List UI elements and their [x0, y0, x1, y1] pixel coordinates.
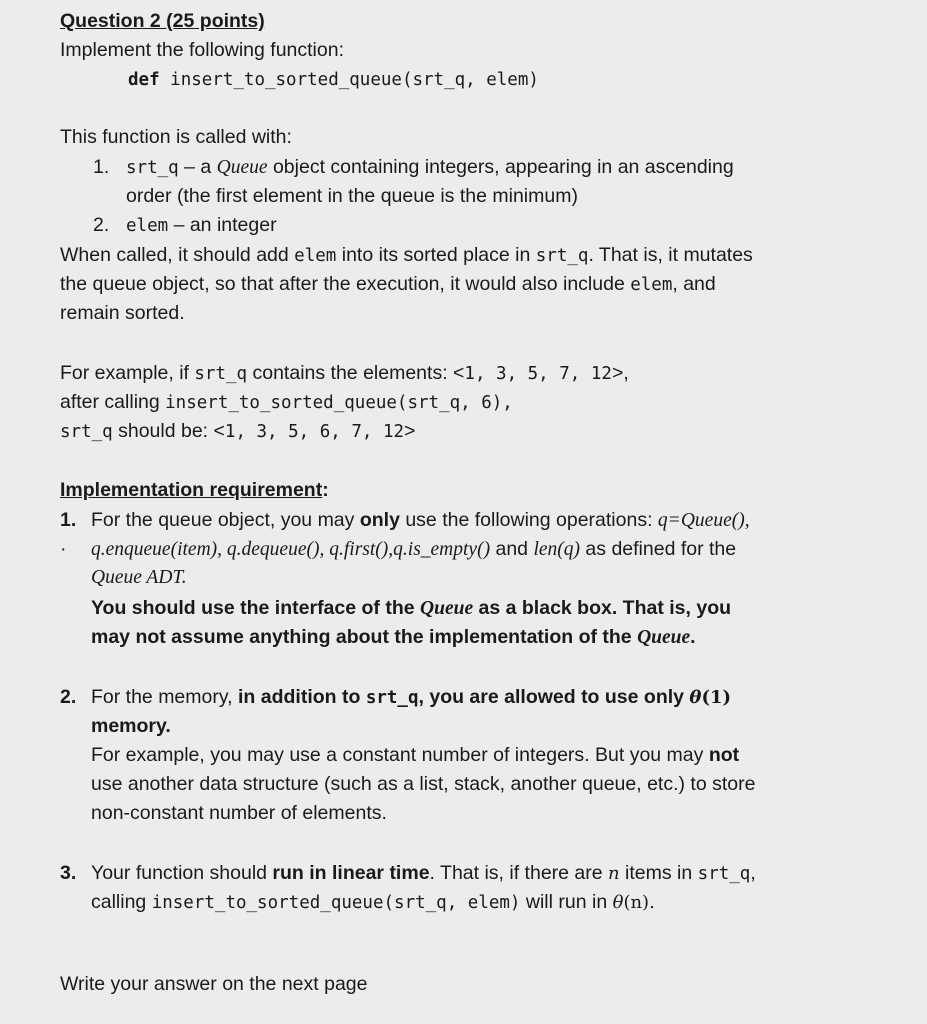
call-code: insert_to_sorted_queue(srt_q, elem): [151, 893, 521, 913]
call-code: insert_to_sorted_queue(srt_q, 6),: [165, 393, 513, 413]
req3-line2: [91, 890, 655, 915]
signature-text: insert_to_sorted_queue(srt_q, elem): [170, 70, 539, 90]
queue-operations: q.enqueue(item), q.dequeue(), q.first(),q.is_empty(): [91, 539, 491, 560]
heading-text: Implementation requirement: [60, 479, 323, 501]
text: .: [690, 626, 696, 648]
list-item-1-number: 1.: [93, 156, 110, 178]
req3-line1: [91, 861, 756, 886]
function-signature: [128, 67, 539, 92]
text: the queue object, so that after the execution, it would also include: [60, 273, 631, 295]
srt-q-code: srt_q: [60, 422, 113, 442]
text: should be: <: [112, 420, 225, 442]
srt-q-code: srt_q: [126, 158, 179, 178]
queue-italic: Queue: [216, 157, 268, 178]
item1-rest: object containing integers, appearing in an ascending: [267, 156, 734, 178]
theta-symbol: θ: [689, 687, 702, 708]
elem-code: elem: [294, 246, 337, 266]
req2-line1: [91, 685, 731, 710]
req3-number: 3.: [60, 862, 77, 884]
srt-q-code: srt_q: [697, 864, 751, 884]
item2-rest: – an integer: [168, 214, 277, 236]
colon: :: [322, 479, 329, 501]
list-item-2-number: 2.: [93, 214, 110, 236]
example-values: 1, 3, 5, 7, 12: [464, 364, 612, 384]
req2-memory: memory.: [91, 715, 171, 737]
text: use the following operations:: [399, 509, 658, 531]
constant-one: (1): [701, 687, 731, 708]
when-called-line2: [60, 272, 716, 297]
text: >: [404, 420, 416, 442]
list-item-1-line2: order (the first element in the queue is the minimum): [126, 185, 578, 207]
bullet-mark: ·: [60, 538, 67, 560]
text: When called, it should add: [60, 244, 295, 266]
srt-q-code: srt_q: [194, 364, 248, 384]
text: will run in: [520, 891, 613, 913]
req2-number: 2.: [60, 686, 77, 708]
result-values: 1, 3, 5, 6, 7, 12: [224, 422, 405, 442]
req1-line2: [91, 537, 736, 562]
only-bold: only: [359, 509, 400, 531]
called-with-lead: This function is called with:: [60, 126, 292, 148]
not-bold: not: [708, 744, 740, 766]
intro-text: Implement the following function:: [60, 39, 344, 61]
elem-code: elem: [630, 275, 673, 295]
len-op: len(q): [533, 539, 581, 560]
text: calling: [91, 891, 152, 913]
text: For example, you may use a constant number of integers. But you may: [91, 744, 709, 766]
text: and: [490, 538, 534, 560]
srt-q-code: srt_q: [365, 688, 419, 708]
list-item-1: [126, 155, 734, 180]
footer-note: Write your answer on the next page: [60, 973, 368, 995]
text: in addition to: [238, 686, 366, 708]
text: after calling: [60, 391, 166, 413]
def-keyword: def: [128, 70, 160, 90]
text: as defined for the: [580, 538, 737, 560]
example-line1: [60, 361, 629, 386]
text: For the memory,: [91, 686, 239, 708]
text: You should use the interface of the: [91, 597, 421, 619]
text: For example, if: [60, 362, 195, 384]
queue-italic: Queue: [420, 598, 474, 619]
requirements-heading: [60, 478, 329, 502]
req1-blackbox-line1: [91, 596, 731, 621]
question-title: Question 2 (25 points): [60, 10, 265, 32]
text: into its sorted place in: [336, 244, 536, 266]
theta-n: (n).: [623, 892, 655, 913]
text: , and: [672, 273, 716, 295]
theta-symbol: θ: [612, 892, 624, 913]
text: Your function should: [91, 862, 273, 884]
n-variable: n: [608, 863, 620, 884]
text: as a black box. That is, you: [473, 597, 732, 619]
text: ,: [750, 862, 756, 884]
text: contains the elements: <: [247, 362, 465, 384]
example-line3: [60, 419, 415, 444]
when-called-line3: remain sorted.: [60, 302, 185, 324]
srt-q-code: srt_q: [535, 246, 589, 266]
req1-line1: [91, 508, 750, 533]
linear-time-bold: run in linear time: [272, 862, 430, 884]
queue-adt: Queue ADT.: [91, 567, 187, 588]
req2-line4: use another data structure (such as a list, stack, another queue, etc.) to store: [91, 773, 756, 795]
req1-blackbox-line2: [91, 625, 696, 650]
example-line2: [60, 390, 513, 415]
text: . That is, if there are: [429, 862, 609, 884]
req1-number: 1.: [60, 509, 77, 531]
queue-constructor: q=Queue(),: [657, 510, 750, 531]
dash-text: – a: [178, 156, 217, 178]
text: items in: [619, 862, 698, 884]
text: , you are allowed to use only: [418, 686, 690, 708]
elem-code: elem: [126, 216, 169, 236]
list-item-2: [126, 213, 277, 238]
req2-line3: [91, 743, 739, 767]
text: >,: [611, 362, 629, 384]
text: may not assume anything about the implementation of the: [91, 626, 638, 648]
text: For the queue object, you may: [91, 509, 360, 531]
req2-line5: non-constant number of elements.: [91, 802, 387, 824]
text: . That is, it mutates: [588, 244, 753, 266]
when-called-line1: [60, 243, 753, 268]
queue-italic: Queue: [637, 627, 691, 648]
